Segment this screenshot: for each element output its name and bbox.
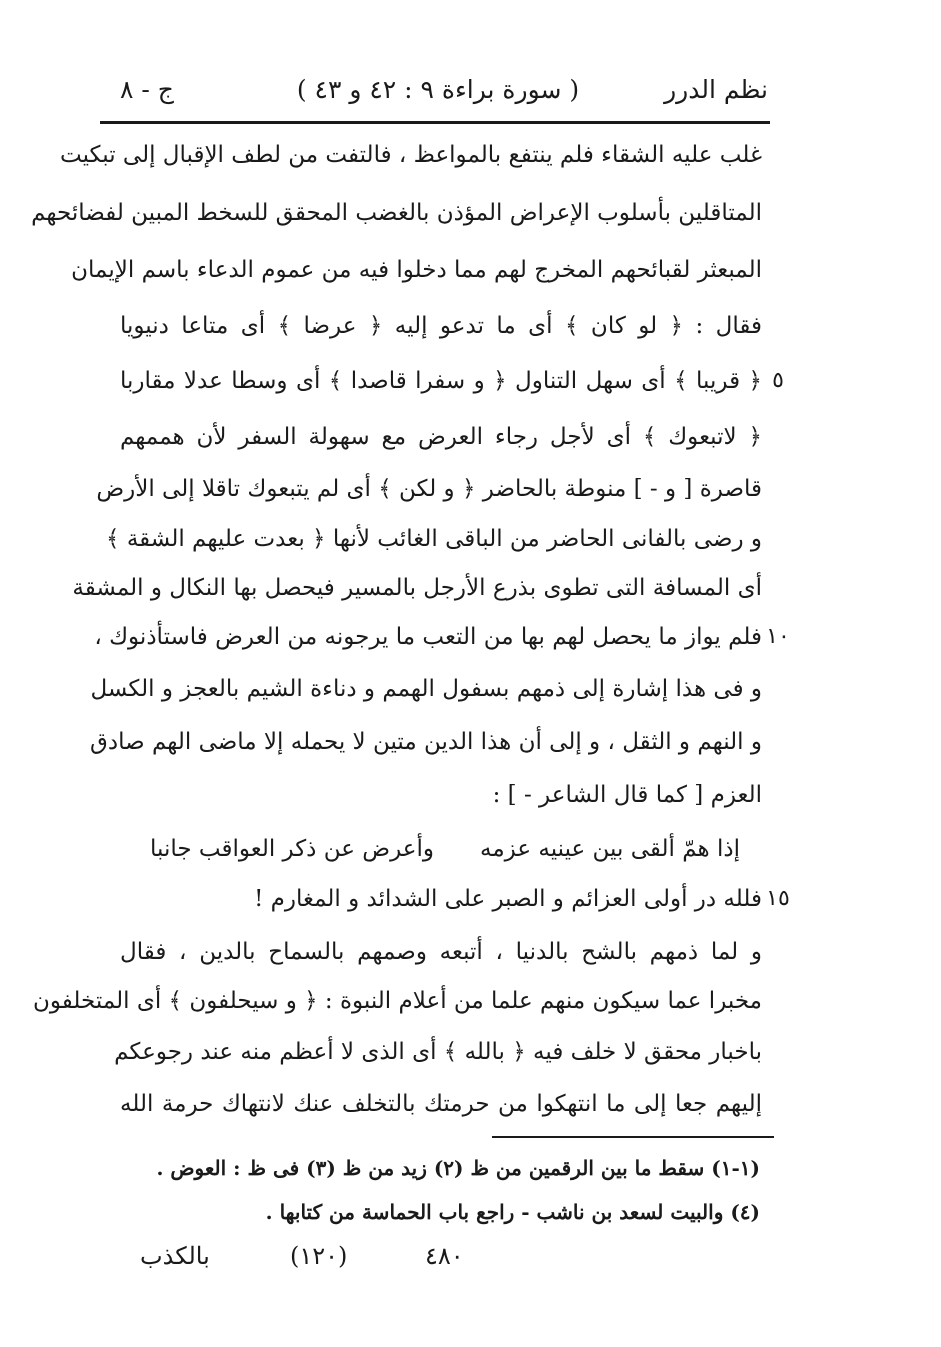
surah-reference: ( سورة براءة ٩ : ٤٢ و ٤٣ ) [296, 75, 580, 104]
text-line: المبعثر لقبائحهم المخرج لهم مما دخلوا فيه من عموم الدعاء باسم الإيمان [71, 257, 762, 283]
verse-hemistich-first: إذا همّ ألقى بين عينيه عزمه [479, 836, 740, 862]
text-line: فقال : ﴿ لو كان ﴾ أى ما تدعو إليه ﴿ عرضا ﴾ أى متاعا دنيويا [120, 313, 762, 339]
text-line: أى المسافة التى تطوى بذرع الأرجل بالمسير فيحصل بها النكال و المشقة [72, 575, 762, 601]
line-number: ١٥ [766, 886, 790, 911]
volume-number: ج - ٨ [120, 75, 174, 104]
text-line: غلب عليه الشقاء فلم ينتفع بالمواعظ ، فالتفت من لطف الإقبال إلى تبكيت [60, 142, 762, 168]
text-line: إليهم جعا إلى ما انتهكوا من حرمتك بالتخلف عنك لانتهاك حرمة الله [120, 1091, 762, 1117]
footnote: (١-١) سقط ما بين الرقمين من ظ (٢) زيد من ظ (٣) فى ظ : العوض . [156, 1156, 760, 1180]
text-line: العزم [ كما قال الشاعر - ] : [492, 782, 762, 808]
text-line: و فى هذا إشارة إلى ذمهم بسفول الهمم و دناءة الشيم بالعجز و الكسل [90, 676, 762, 702]
section-number: (١٢٠) [290, 1242, 348, 1270]
text-line: فلم يواز ما يحصل لهم بها من التعب ما يرجونه من العرض فاستأذنوك ، [94, 624, 762, 650]
text-line: قاصرة [ و - ] منوطة بالحاضر ﴿ و لكن ﴾ أى لم يتبعوك تاقلا إلى الأرض [96, 476, 762, 502]
text-line: و رضى بالفانى الحاضر من الباقى الغائب لأنها ﴿ بعدت عليهم الشقة ﴾ [106, 526, 762, 552]
line-number: ٥ [772, 368, 784, 393]
text-line: باخبار محقق لا خلف فيه ﴿ بالله ﴾ أى الذى لا أعظم منه عند رجوعكم [114, 1039, 762, 1065]
footnote: (٤) والبيت لسعد بن ناشب - راجع باب الحماسة من كتابها . [265, 1200, 760, 1224]
catchword: بالكذب [140, 1242, 210, 1270]
text-line: و النهم و الثقل ، و إلى أن هذا الدين متين لا يحمله إلا ماضى الهم صادق [90, 729, 762, 755]
line-number: ١٠ [766, 624, 790, 649]
text-line: ﴿ لاتبعوك ﴾ أى لأجل رجاء العرض مع سهولة السفر لأن هممهم [120, 424, 762, 450]
running-header [108, 70, 768, 110]
text-line: فلله در أولى العزائم و الصبر على الشدائد و المغارم ! [254, 886, 762, 912]
text-line: المتاقلين بأسلوب الإعراض المؤذن بالغضب المحقق للسخط المبين لفضائحهم [31, 200, 762, 226]
text-line: مخبرا عما سيكون منهم علما من أعلام النبوة : ﴿ و سيحلفون ﴾ أى المتخلفون [33, 988, 762, 1014]
book-title: نظم الدرر [664, 75, 768, 104]
footnote-rule [492, 1136, 774, 1138]
text-line: و لما ذمهم بالشح بالدنيا ، أتبعه وصمهم بالسماح بالدين ، فقال [120, 939, 762, 965]
page-footer [130, 1236, 760, 1276]
header-rule [100, 121, 770, 124]
verse-hemistich-second: وأعرض عن ذكر العواقب جانبا [150, 836, 434, 862]
text-line: ﴿ قريبا ﴾ أى سهل التناول ﴿ و سفرا قاصدا ﴾ أى وسطا عدلا مقاربا [120, 368, 762, 394]
page-number: ٤٨٠ [425, 1242, 464, 1270]
